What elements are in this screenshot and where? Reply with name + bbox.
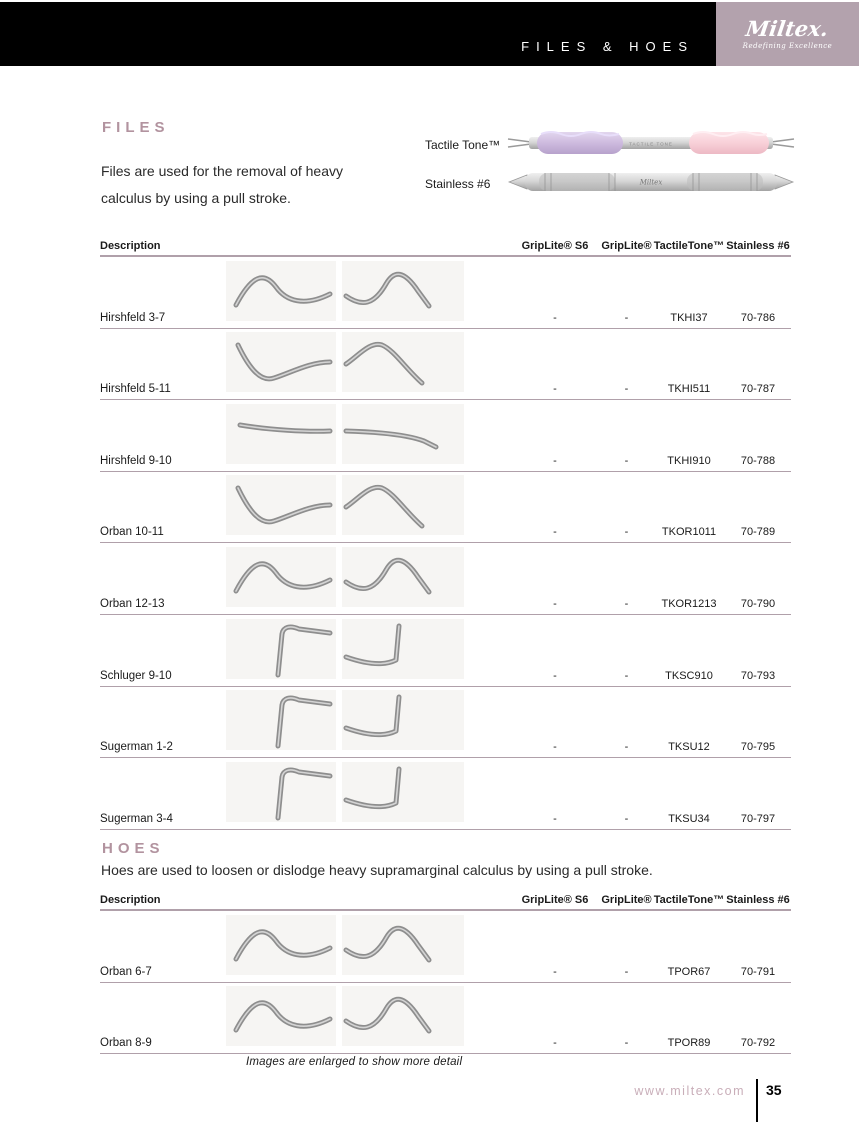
column-header-griplite-s6: GripLite® S6 <box>521 894 589 906</box>
cell-stainless: 70-786 <box>740 311 776 324</box>
row-description: Hirshfeld 5-11 <box>100 383 171 396</box>
cone-tip-right <box>775 175 793 189</box>
cell-tactiletone: TKSC910 <box>665 669 713 682</box>
files-intro-line1: Files are used for the removal of heavy <box>101 163 344 179</box>
page-title: FILES & HOES <box>521 39 694 54</box>
cell-griplite: - <box>624 669 629 682</box>
row-description: Orban 8-9 <box>100 1037 152 1050</box>
hoes-rows <box>100 911 791 1054</box>
column-header-description: Description <box>100 894 161 906</box>
cell-griplite-s6: - <box>553 669 557 682</box>
tactile-tone-handle-image <box>505 124 797 162</box>
table-row <box>100 400 791 472</box>
hoes-section-heading: HOES <box>102 840 165 857</box>
hoes-table <box>100 894 791 1054</box>
table-row <box>100 758 791 830</box>
cell-griplite: - <box>624 741 629 754</box>
cell-tactiletone: TKOR1213 <box>661 597 717 610</box>
footer-divider <box>756 1079 758 1122</box>
table-row <box>100 983 791 1055</box>
cell-griplite-s6: - <box>553 965 557 978</box>
cell-stainless: 70-795 <box>740 741 776 754</box>
files-rows <box>100 257 791 830</box>
row-description: Orban 6-7 <box>100 965 152 978</box>
table-row <box>100 329 791 401</box>
files-section-heading: FILES <box>102 119 170 136</box>
column-header-tactiletone: TactileTone™ <box>653 240 725 252</box>
handle-engraving-stainless: Miltex <box>639 178 663 187</box>
enlarged-images-note: Images are enlarged to show more detail <box>246 1056 463 1068</box>
row-description: Hirshfeld 3-7 <box>100 311 166 324</box>
instrument-tip-left <box>508 139 531 147</box>
brand-tagline: Redefining Excellence <box>742 42 833 50</box>
table-row <box>100 615 791 687</box>
website-link[interactable]: www.miltex.com <box>634 1084 745 1098</box>
column-header-stainless: Stainless #6 <box>726 240 790 252</box>
cell-griplite: - <box>624 597 629 610</box>
row-description: Orban 12-13 <box>100 597 165 610</box>
row-description: Sugerman 1-2 <box>100 741 173 754</box>
row-description: Schluger 9-10 <box>100 669 172 682</box>
cell-griplite: - <box>624 812 629 825</box>
cell-griplite: - <box>624 526 629 539</box>
cell-griplite: - <box>624 383 629 396</box>
brand-logo <box>716 2 859 66</box>
cell-griplite: - <box>624 965 629 978</box>
column-header-stainless: Stainless #6 <box>726 894 790 906</box>
table-row <box>100 257 791 329</box>
cell-tactiletone: TKOR1011 <box>661 526 717 539</box>
cell-griplite-s6: - <box>553 311 557 324</box>
files-table <box>100 240 791 830</box>
tactile-tone-handle-label: Tactile Tone™ <box>425 138 501 152</box>
cell-griplite-s6: - <box>553 741 557 754</box>
cell-tactiletone: TKSU12 <box>668 741 710 754</box>
table-row <box>100 687 791 759</box>
table-row <box>100 472 791 544</box>
cell-griplite-s6: - <box>553 383 557 396</box>
cell-tactiletone: TKHI37 <box>670 311 708 324</box>
cell-tactiletone: TKSU34 <box>668 812 710 825</box>
knurled-section-right <box>687 173 763 191</box>
column-header-griplite-s6: GripLite® S6 <box>521 240 589 252</box>
header-bar <box>0 2 716 66</box>
cell-tactiletone: TPOR67 <box>667 965 711 978</box>
cell-griplite: - <box>624 311 629 324</box>
cell-griplite-s6: - <box>553 526 557 539</box>
cell-tactiletone: TKHI910 <box>667 454 711 467</box>
stainless-handle-label: Stainless #6 <box>425 177 491 191</box>
cell-tactiletone: TPOR89 <box>667 1037 711 1050</box>
files-table-header <box>100 240 791 257</box>
handle-engraving-tactile: TACTILE TONE <box>629 141 673 147</box>
brand-name: Miltex. <box>744 16 831 41</box>
cell-stainless: 70-787 <box>740 383 776 396</box>
row-description: Orban 10-11 <box>100 526 164 539</box>
cell-tactiletone: TKHI511 <box>667 383 711 396</box>
cell-griplite-s6: - <box>553 454 557 467</box>
column-header-tactiletone: TactileTone™ <box>653 894 725 906</box>
row-description: Hirshfeld 9-10 <box>100 454 172 467</box>
column-header-griplite: GripLite® <box>601 894 652 906</box>
cone-tip-left <box>509 175 527 189</box>
cell-stainless: 70-788 <box>740 454 776 467</box>
cell-griplite-s6: - <box>553 812 557 825</box>
files-intro-line2: calculus by using a pull stroke. <box>101 190 291 206</box>
cell-griplite: - <box>624 454 629 467</box>
stainless-handle-image <box>505 163 797 201</box>
cell-griplite: - <box>624 1037 629 1050</box>
table-row <box>100 543 791 615</box>
cell-griplite-s6: - <box>553 1037 557 1050</box>
cell-griplite-s6: - <box>553 597 557 610</box>
cell-stainless: 70-791 <box>740 965 776 978</box>
cell-stainless: 70-793 <box>740 669 776 682</box>
knurled-section-left <box>539 173 615 191</box>
column-header-description: Description <box>100 240 161 252</box>
cell-stainless: 70-797 <box>740 812 776 825</box>
instrument-tip-right <box>771 139 794 147</box>
row-description: Sugerman 3-4 <box>100 812 173 825</box>
hoes-intro-text: Hoes are used to loosen or dislodge heavy supramarginal calculus by using a pull stroke. <box>101 862 653 878</box>
hoes-table-header <box>100 894 791 911</box>
files-intro-text <box>101 158 361 212</box>
page-number: 35 <box>766 1082 782 1098</box>
column-header-griplite: GripLite® <box>601 240 652 252</box>
cell-stainless: 70-790 <box>740 597 776 610</box>
cell-stainless: 70-792 <box>740 1037 776 1050</box>
table-row <box>100 911 791 983</box>
cell-stainless: 70-789 <box>740 526 776 539</box>
